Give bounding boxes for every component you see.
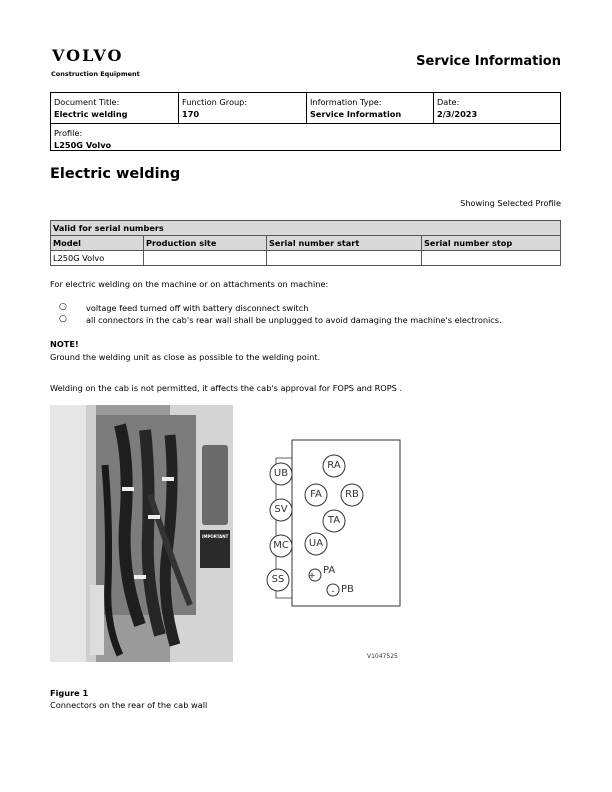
document-title-value: Electric welding xyxy=(54,109,128,119)
logo-subtitle: Construction Equipment xyxy=(51,70,140,78)
document-title-label: Document Title: xyxy=(54,97,120,107)
cab-connectors-photo xyxy=(50,405,233,662)
profile-cell xyxy=(51,124,560,154)
column-header-model: Model xyxy=(51,236,144,251)
profile-note: Showing Selected Profile xyxy=(460,198,561,208)
function-group-cell xyxy=(179,93,306,123)
connector-ua: UA xyxy=(308,538,324,549)
connector-ta: TA xyxy=(327,515,341,526)
table-cell: L250G Volvo xyxy=(51,251,144,266)
function-group-label: Function Group: xyxy=(182,97,248,107)
connector-pb: PB xyxy=(341,584,354,595)
information-type-label: Information Type: xyxy=(310,97,382,107)
date-cell xyxy=(434,93,560,123)
illustration-code: V1047525 xyxy=(367,653,398,660)
serial-table-caption: Valid for serial numbers xyxy=(51,221,561,236)
date-value: 2/3/2023 xyxy=(437,109,478,119)
list-item: all connectors in the cab's rear wall shall be unplugged to avoid damaging the machine's electronics. xyxy=(86,315,502,325)
column-header-serial-stop: Serial number stop xyxy=(422,236,561,251)
information-type-value: Service Information xyxy=(310,109,402,119)
intro-paragraph: For electric welding on the machine or on attachments on machine: xyxy=(50,279,329,289)
table-cell xyxy=(144,251,267,266)
bullet-circle-icon: ○ xyxy=(59,314,67,324)
note-label: NOTE! xyxy=(50,339,79,349)
document-info-table xyxy=(50,92,561,151)
figure-caption: Connectors on the rear of the cab wall xyxy=(50,700,208,710)
column-header-production-site: Production site xyxy=(144,236,267,251)
list-item: voltage feed turned off with battery disconnect switch xyxy=(86,303,309,313)
bullet-circle-icon: ○ xyxy=(59,302,67,312)
connector-ss: SS xyxy=(271,574,285,585)
photo-sticker: IMPORTANT xyxy=(202,534,229,539)
connector-pa: PA xyxy=(323,565,336,576)
serial-number-table xyxy=(50,220,561,266)
warning-paragraph: Welding on the cab is not permitted, it affects the cab's approval for FOPS and ROPS . xyxy=(50,383,403,393)
doc-type-heading: Service Information xyxy=(416,54,561,69)
table-cell xyxy=(422,251,561,266)
column-header-serial-start: Serial number start xyxy=(267,236,422,251)
document-title-cell xyxy=(51,93,178,123)
note-text: Ground the welding unit as close as possible to the welding point. xyxy=(50,352,321,362)
connector-ub: UB xyxy=(273,468,289,479)
connector-sv: SV xyxy=(274,504,288,515)
date-label: Date: xyxy=(437,97,460,107)
function-group-value: 170 xyxy=(182,109,200,119)
connector-diagram xyxy=(262,438,402,608)
table-row xyxy=(51,251,561,266)
connector-mc: MC xyxy=(273,540,289,551)
connector-fa: FA xyxy=(310,489,322,500)
page-title: Electric welding xyxy=(50,166,181,182)
table-cell xyxy=(267,251,422,266)
information-type-cell xyxy=(307,93,433,123)
connector-rb: RB xyxy=(345,489,359,500)
figure-label: Figure 1 xyxy=(50,688,89,698)
profile-value: L250G Volvo xyxy=(54,140,112,150)
volvo-logo: VOLVO xyxy=(52,46,124,65)
svg-text:+: + xyxy=(308,571,316,581)
connector-ra: RA xyxy=(327,460,341,471)
svg-text:-: - xyxy=(331,586,335,597)
profile-label: Profile: xyxy=(54,128,83,138)
